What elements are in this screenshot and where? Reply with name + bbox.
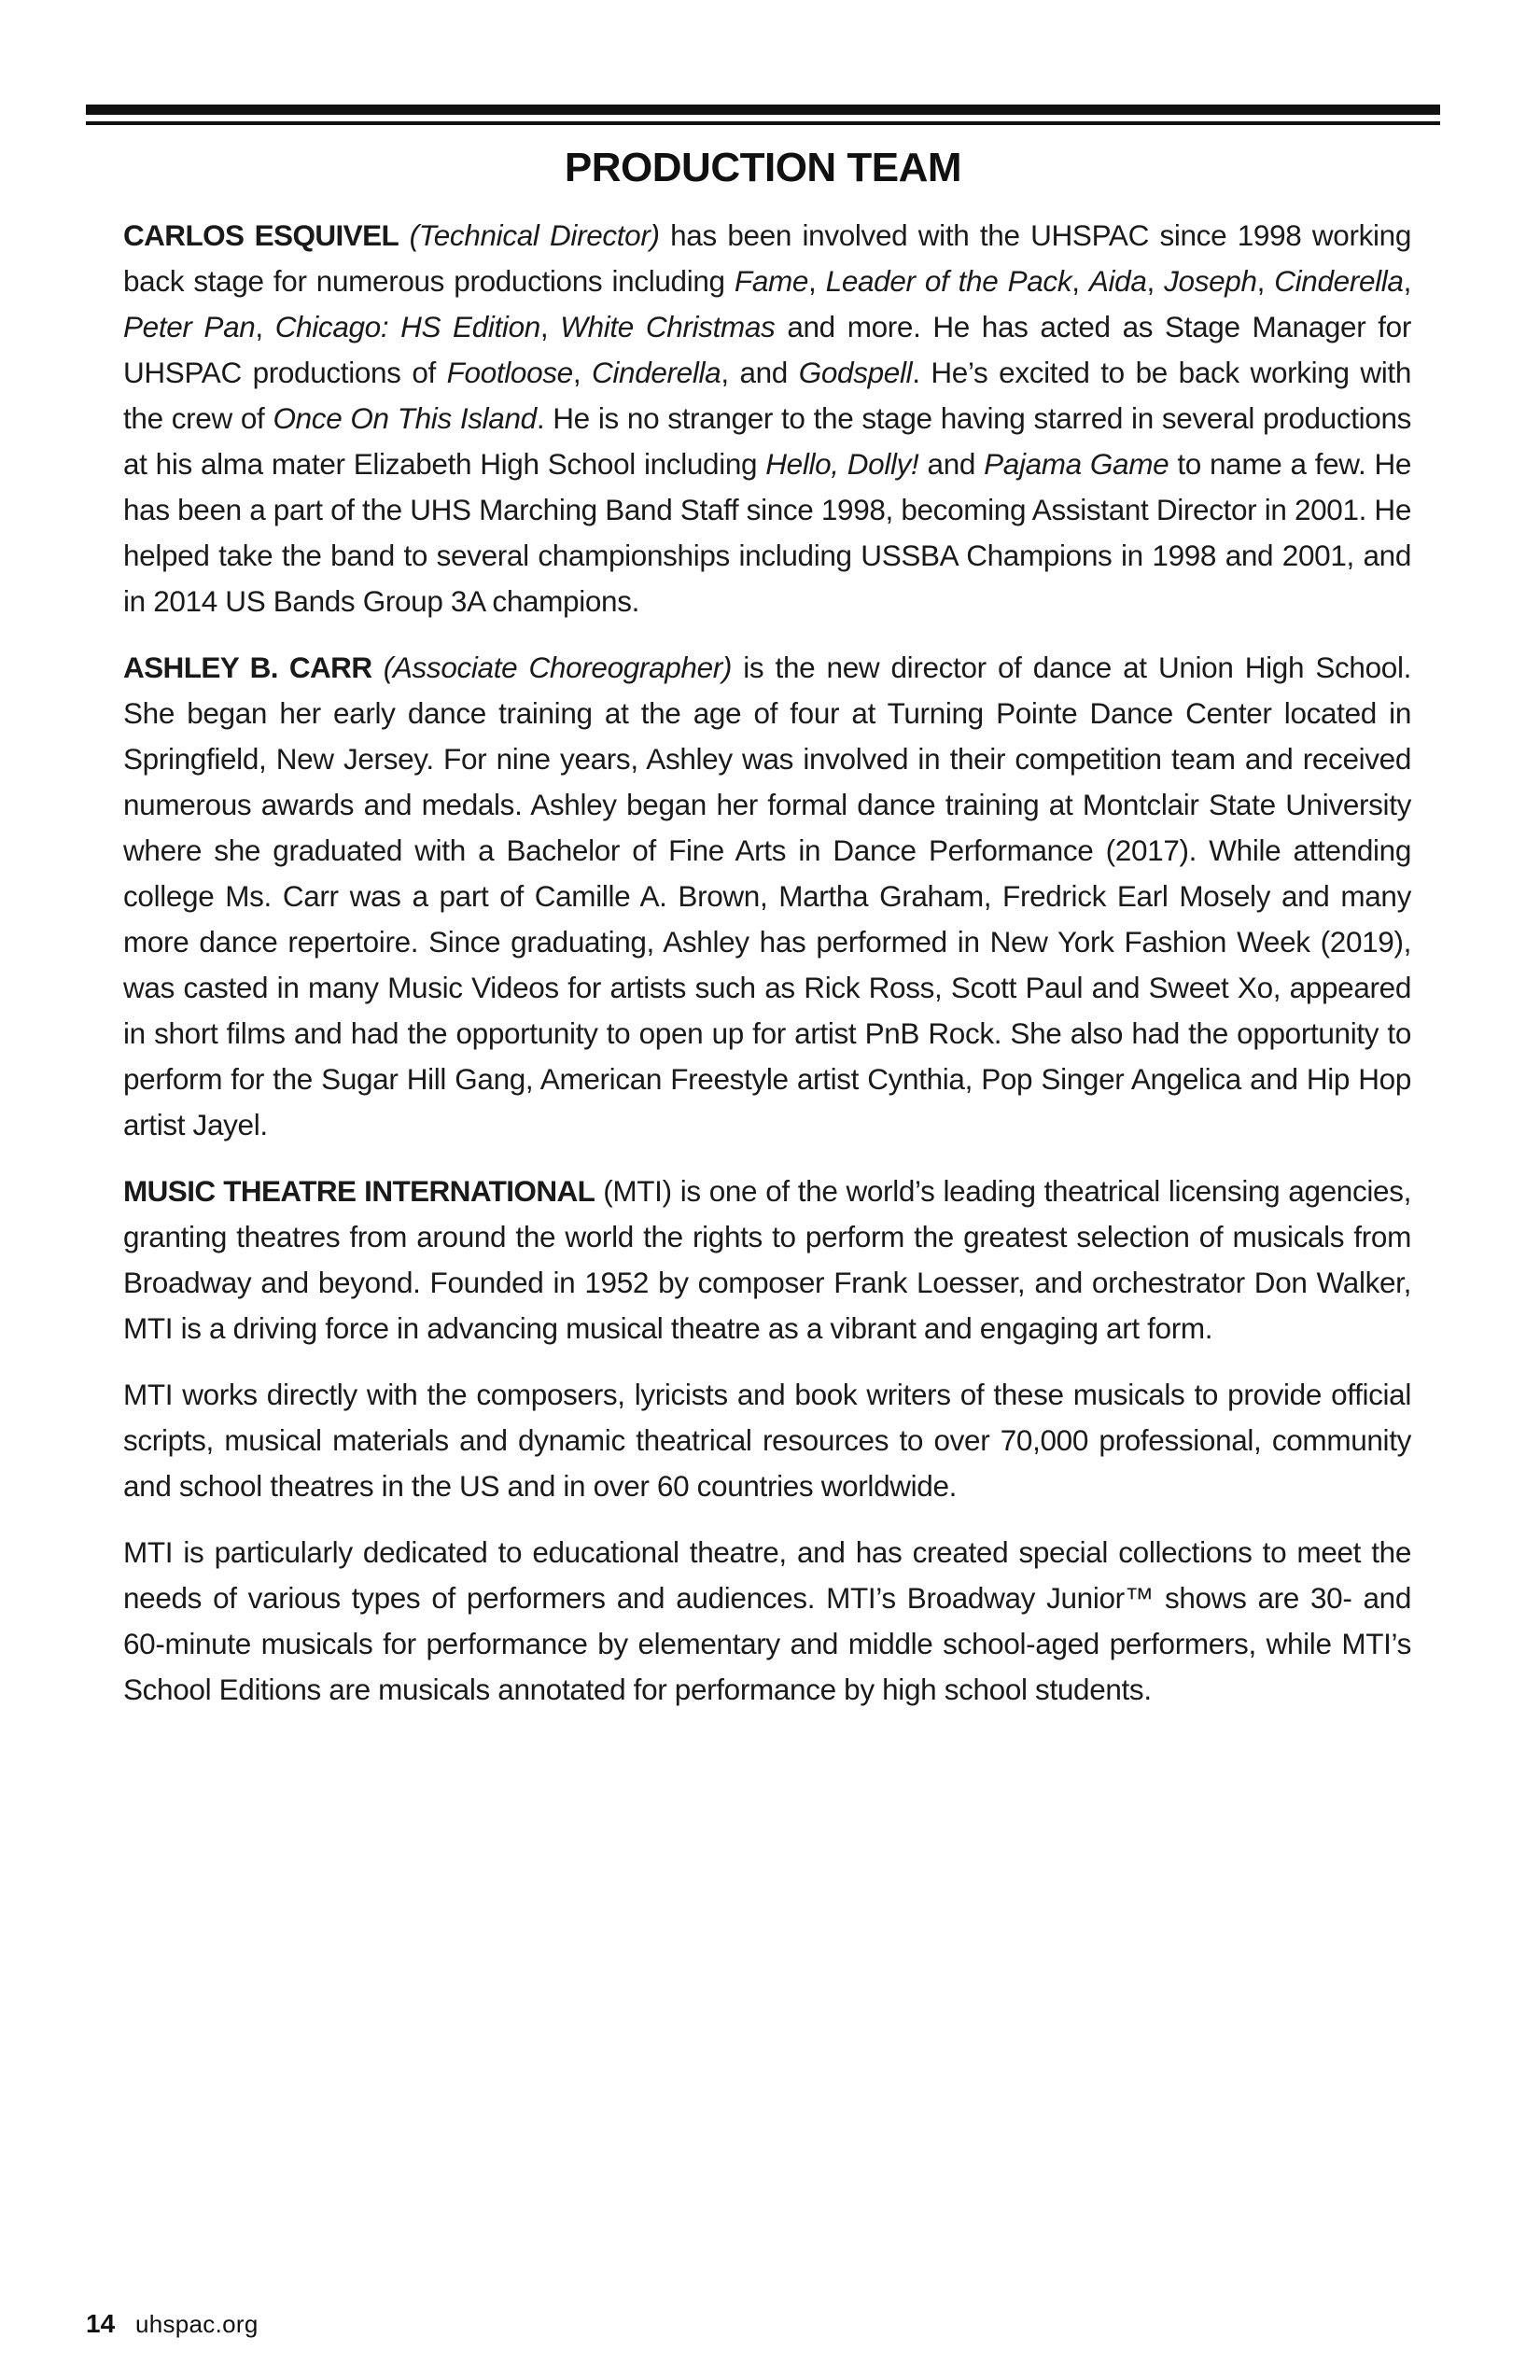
show-title: Cinderella: [1274, 264, 1404, 298]
show-title: White Christmas: [560, 310, 776, 343]
header-rule-thick: [86, 105, 1440, 115]
bio-text: is the new director of dance at Union High School. She began her early dance training at the age of four at Turning Pointe Dance Center located in Springfield, New Jersey. For nine years, Ashley was involved in their competition team and received numerous awards and medals. Ashley began her formal dance training at Montclair State University where she graduated with a Bachelor of Fine Arts in Dance Performance (2017). While attending college Ms. Carr was a part of Camille A. Brown, Martha Graham, Fredrick Earl Mosely and many more dance repertoire. Since graduating, Ashley has performed in New York Fashion Week (2019), was casted in many Music Videos for artists such as Rick Ross, Scott Paul and Sweet Xo, appeared in short films and had the opportunity to open up for artist PnB Rock. She also had the opportunity to perform for the Sugar Hill Gang, American Freestyle artist Cynthia, Pop Singer Angelica and Hip Hop artist Jayel.: [123, 651, 1411, 1141]
show-title: Footloose: [446, 356, 573, 389]
bio-text: MTI works directly with the composers, lyricists and book writers of these musicals to provide official scripts, musical materials and dynamic theatrical resources to over 70,000 professional, community and school theatres in the US and in over 60 countries worldwide.: [123, 1378, 1411, 1503]
bio-name: MUSIC THEATRE INTERNATIONAL: [123, 1174, 595, 1208]
bio-text: [399, 218, 410, 252]
bio-text: ,: [1256, 264, 1275, 298]
bio-text: to name a few. He has been a part of the UHS Marching Band Staff since 1998, becoming Assistant Director in 2001. He helped take the band to several championships including USSBA Champions in 1998 and 2001, and in 2014 US Bands Group 3A champions.: [123, 447, 1412, 618]
bio-text: [371, 651, 383, 684]
bio-text: ,: [1146, 264, 1165, 298]
show-title: Leader of the Pack: [825, 264, 1072, 298]
bio-text: ,: [1403, 264, 1411, 298]
bio-text: ,: [255, 310, 275, 343]
show-title: Hello, Dolly!: [765, 447, 919, 481]
show-title: Fame: [734, 264, 809, 298]
bio-text: . He is no stranger to the stage having starred in several productions at his alma mater Elizabeth High School including: [123, 401, 1412, 481]
bio-text: and more. He has acted as Stage Manager for UHSPAC productions of: [123, 310, 1411, 389]
bios-content: [123, 213, 1411, 1733]
bio-name: ASHLEY B. CARR: [123, 651, 372, 684]
bio-name: CARLOS ESQUIVEL: [123, 218, 399, 252]
bio-mti-resources: [123, 1372, 1411, 1509]
bio-text: , and: [721, 356, 799, 389]
bio-text: has been involved with the UHSPAC since 1998 working back stage for numerous productions including: [123, 218, 1411, 298]
bio-text: ,: [1071, 264, 1089, 298]
header-rule-thin: [86, 121, 1440, 125]
show-title: Godspell: [798, 356, 913, 389]
bio-ashley-carr: [123, 645, 1411, 1148]
bio-text: MTI is particularly dedicated to educational theatre, and has created special collections to meet the needs of various types of performers and audiences. MTI’s Broadway Junior™ shows are 30- and 60-minute musicals for performance by elementary and middle school-aged performers, while MTI’s School Editions are musicals annotated for performance by high school students.: [123, 1535, 1411, 1706]
show-title: Pajama Game: [984, 447, 1169, 481]
bio-carlos-esquivel: [123, 213, 1411, 624]
show-title: Joseph: [1164, 264, 1257, 298]
show-title: Cinderella: [591, 356, 721, 389]
show-title: Once On This Island: [273, 401, 537, 435]
bio-text: (MTI) is one of the world’s leading theatrical licensing agencies, granting theatres from around the world the rights to perform the greatest selection of musicals from Broadway and beyond. Founded in 1952 by composer Frank Loesser, and orchestrator Don Walker, MTI is a driving force in advancing musical theatre as a vibrant and engaging art form.: [123, 1174, 1411, 1345]
show-title: Aida: [1088, 264, 1147, 298]
page-footer: [86, 2309, 259, 2339]
section-title: PRODUCTION TEAM: [564, 145, 962, 190]
bio-role: (Associate Choreographer): [383, 651, 733, 684]
bio-text: and: [918, 447, 985, 481]
bio-text: ,: [572, 356, 592, 389]
show-title: Peter Pan: [123, 310, 256, 343]
bio-mti-education: [123, 1530, 1411, 1713]
footer-website: uhspac.org: [134, 2310, 259, 2338]
page-number: 14: [86, 2309, 116, 2338]
show-title: Chicago: HS Edition: [274, 310, 540, 343]
bio-role: (Technical Director): [409, 218, 660, 252]
bio-text: ,: [539, 310, 561, 343]
bio-text: ,: [808, 264, 826, 298]
bio-text: . He’s excited to be back working with the crew of: [123, 356, 1412, 435]
bio-mti-intro: [123, 1169, 1411, 1351]
